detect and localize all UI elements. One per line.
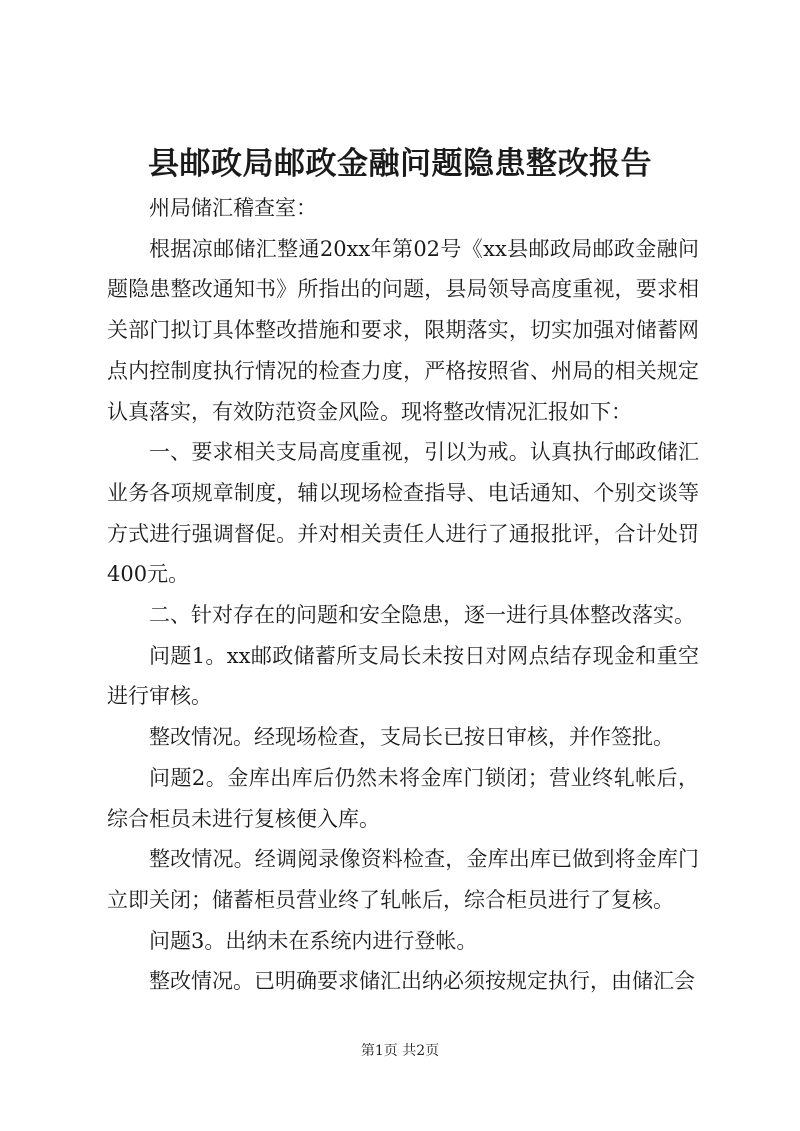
salutation-paragraph: 州局储汇稽查室： (149, 196, 317, 220)
fix-1-paragraph: 整改情况。经现场检查，支局长已按日审核，并作签批。 (149, 725, 674, 750)
section-one-paragraph: 一、要求相关支局高度重视，引以为戒。认真执行邮政储汇业务各项规章制度，辅以现场检查指导、电话通知、个别交谈等方式进行强调督促。并对相关责任人进行了通报批评，合计处罚400元。 (107, 440, 699, 587)
document-title: 县邮政局邮政金融问题隐患整改报告 (148, 146, 652, 182)
fix-3-paragraph: 整改情况。已明确要求储汇出纳必须按规定执行，由储汇会 (149, 969, 695, 994)
document-body (107, 188, 699, 1002)
section-two-heading: 二、针对存在的问题和安全隐患，逐一进行具体整改落实。 (149, 603, 695, 628)
issue-2-paragraph: 问题2。金库出库后仍然未将金库门锁闭；营业终轧帐后，综合柜员未进行复核便入库。 (107, 765, 699, 831)
issue-1-paragraph: 问题1。xx邮政储蓄所支局长未按日对网点结存现金和重空进行审核。 (107, 643, 699, 709)
issue-3-paragraph: 问题3。出纳未在系统内进行登帐。 (149, 928, 478, 953)
intro-paragraph: 根据凉邮储汇整通20xx年第02号《xx县邮政局邮政金融问题隐患整改通知书》所指出的问题，县局领导高度重视，要求相关部门拟订具体整改措施和要求，限期落实，切实加强对储蓄网点内控制度执行情况的检查力度，严格按照省、州局的相关规定认真落实，有效防范资金风险。现将整改情况汇报如下： (107, 236, 699, 424)
fix-2-paragraph: 整改情况。经调阅录像资料检查，金库出库已做到将金库门立即关闭；储蓄柜员营业终了轧帐后，综合柜员进行了复核。 (107, 847, 699, 912)
page-footer: 第1页 共2页 (360, 1043, 440, 1059)
